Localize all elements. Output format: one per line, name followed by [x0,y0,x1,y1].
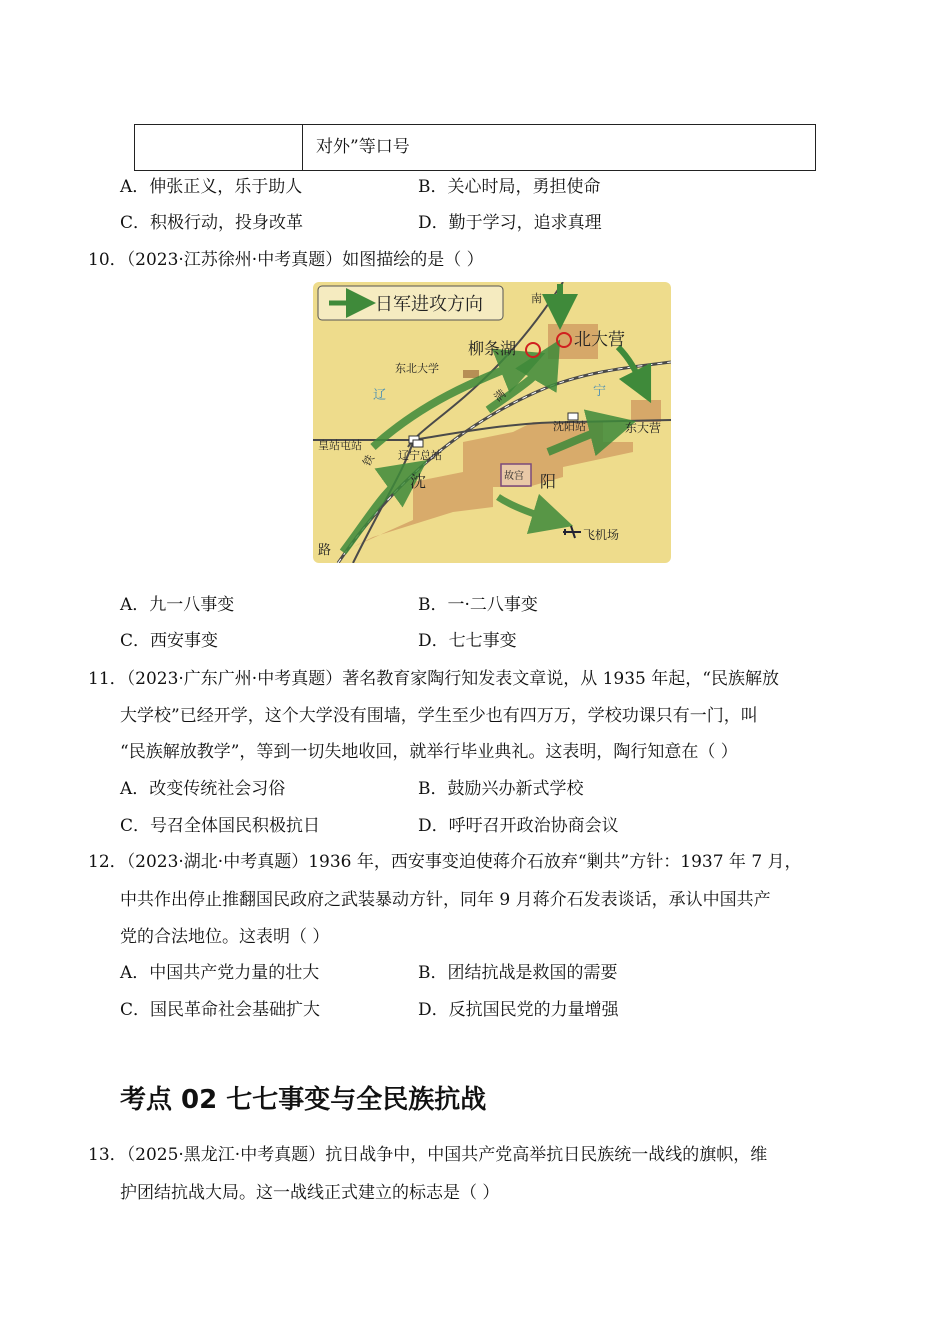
q12-option-d: D．反抗国民党的力量增强 [418,1000,619,1020]
label-ning: 宁 [593,384,607,399]
q10-option-c: C．西安事变 [120,631,219,651]
label-shenyang-zhan: 沈阳站 [553,420,586,433]
q12-line-1: 12．（2023·湖北·中考真题）1936 年，西安事变迫使蒋介石放弃“剿共”方针：1937 年 7 月， [88,852,802,872]
label-lu: 路 [318,543,332,558]
label-nan: 南 [531,292,542,305]
q11-option-a: A．改变传统社会习俗 [120,779,286,799]
label-dongdaying: 东大营 [625,421,662,435]
dongdaying-block [631,400,661,422]
q9-option-c: C．积极行动，投身改革 [120,213,304,233]
q12-line-3: 党的合法地位。这表明（ ） [120,927,330,947]
label-yang: 阳 [540,472,557,491]
table-cell-text: 对外”等口号 [316,137,410,157]
legend-text: 日军进攻方向 [375,294,483,315]
dongbei-daxue-block [463,370,479,378]
q9-option-b: B．关心时局，勇担使命 [418,177,601,197]
q11-option-c: C．号召全体国民积极抗日 [120,816,321,836]
q12-line-2: 中共作出停止推翻国民政府之武装暴动方针，同年 9 月蒋介石发表谈话，承认中国共产 [120,890,771,910]
q10-option-a: A．九一八事变 [120,595,235,615]
label-tie: 铁 [360,452,378,469]
shenyang-zhan-marker [568,413,578,420]
q11-line-3: “民族解放教学”，等到一切失地收回，就举行毕业典礼。这表明，陶行知意在（ ） [120,742,738,762]
label-beidaying: 北大营 [574,330,625,350]
label-liutiaohu: 柳条湖 [468,339,517,358]
q9-option-d: D．勤于学习，追求真理 [418,213,602,233]
label-feijichang: 飞机场 [583,528,620,542]
q12-option-a: A．中国共产党力量的壮大 [120,963,320,983]
label-liao: 辽 [373,388,387,403]
map-svg [313,282,671,563]
q10-stem: 10．（2023·江苏徐州·中考真题）如图描绘的是（ ） [88,250,484,270]
q13-line-1: 13．（2025·黑龙江·中考真题）抗日战争中，中国共产党高举抗日民族统一战线的旗帜，维 [88,1145,768,1165]
mukden-map [313,282,671,563]
q12-option-b: B．团结抗战是救国的需要 [418,963,618,983]
q13-line-2: 护团结抗战大局。这一战线正式建立的标志是（ ） [120,1183,500,1203]
q11-line-2: 大学校”已经开学，这个大学没有围墙，学生至少也有四万万，学校功课只有一门，叫 [120,706,758,726]
label-gugong: 故宫 [504,471,524,482]
q10-option-d: D．七七事变 [418,631,517,651]
q12-option-c: C．国民革命社会基础扩大 [120,1000,321,1020]
label-dongbei-daxue: 东北大学 [395,362,439,375]
q11-line-1: 11．（2023·广东广州·中考真题）著名教育家陶行知发表文章说，从 1935 年起，“民族解放 [88,669,779,689]
q9-option-a: A．伸张正义，乐于助人 [120,177,303,197]
label-man: 满 [491,387,509,405]
label-liaoning-zongzhan: 辽宁总站 [398,449,442,462]
table-divider [302,125,303,170]
q10-option-b: B．一·二八事变 [418,595,538,615]
label-huangzhan: 皇站屯站 [318,439,362,452]
question-table [134,124,816,171]
q11-option-d: D．呼吁召开政治协商会议 [418,816,619,836]
q11-option-b: B．鼓励兴办新式学校 [418,779,584,799]
liaoning-zongzhan-marker [413,440,423,447]
label-shen: 沈 [410,472,427,491]
section-title: 考点 02 七七事变与全民族抗战 [120,1085,487,1115]
